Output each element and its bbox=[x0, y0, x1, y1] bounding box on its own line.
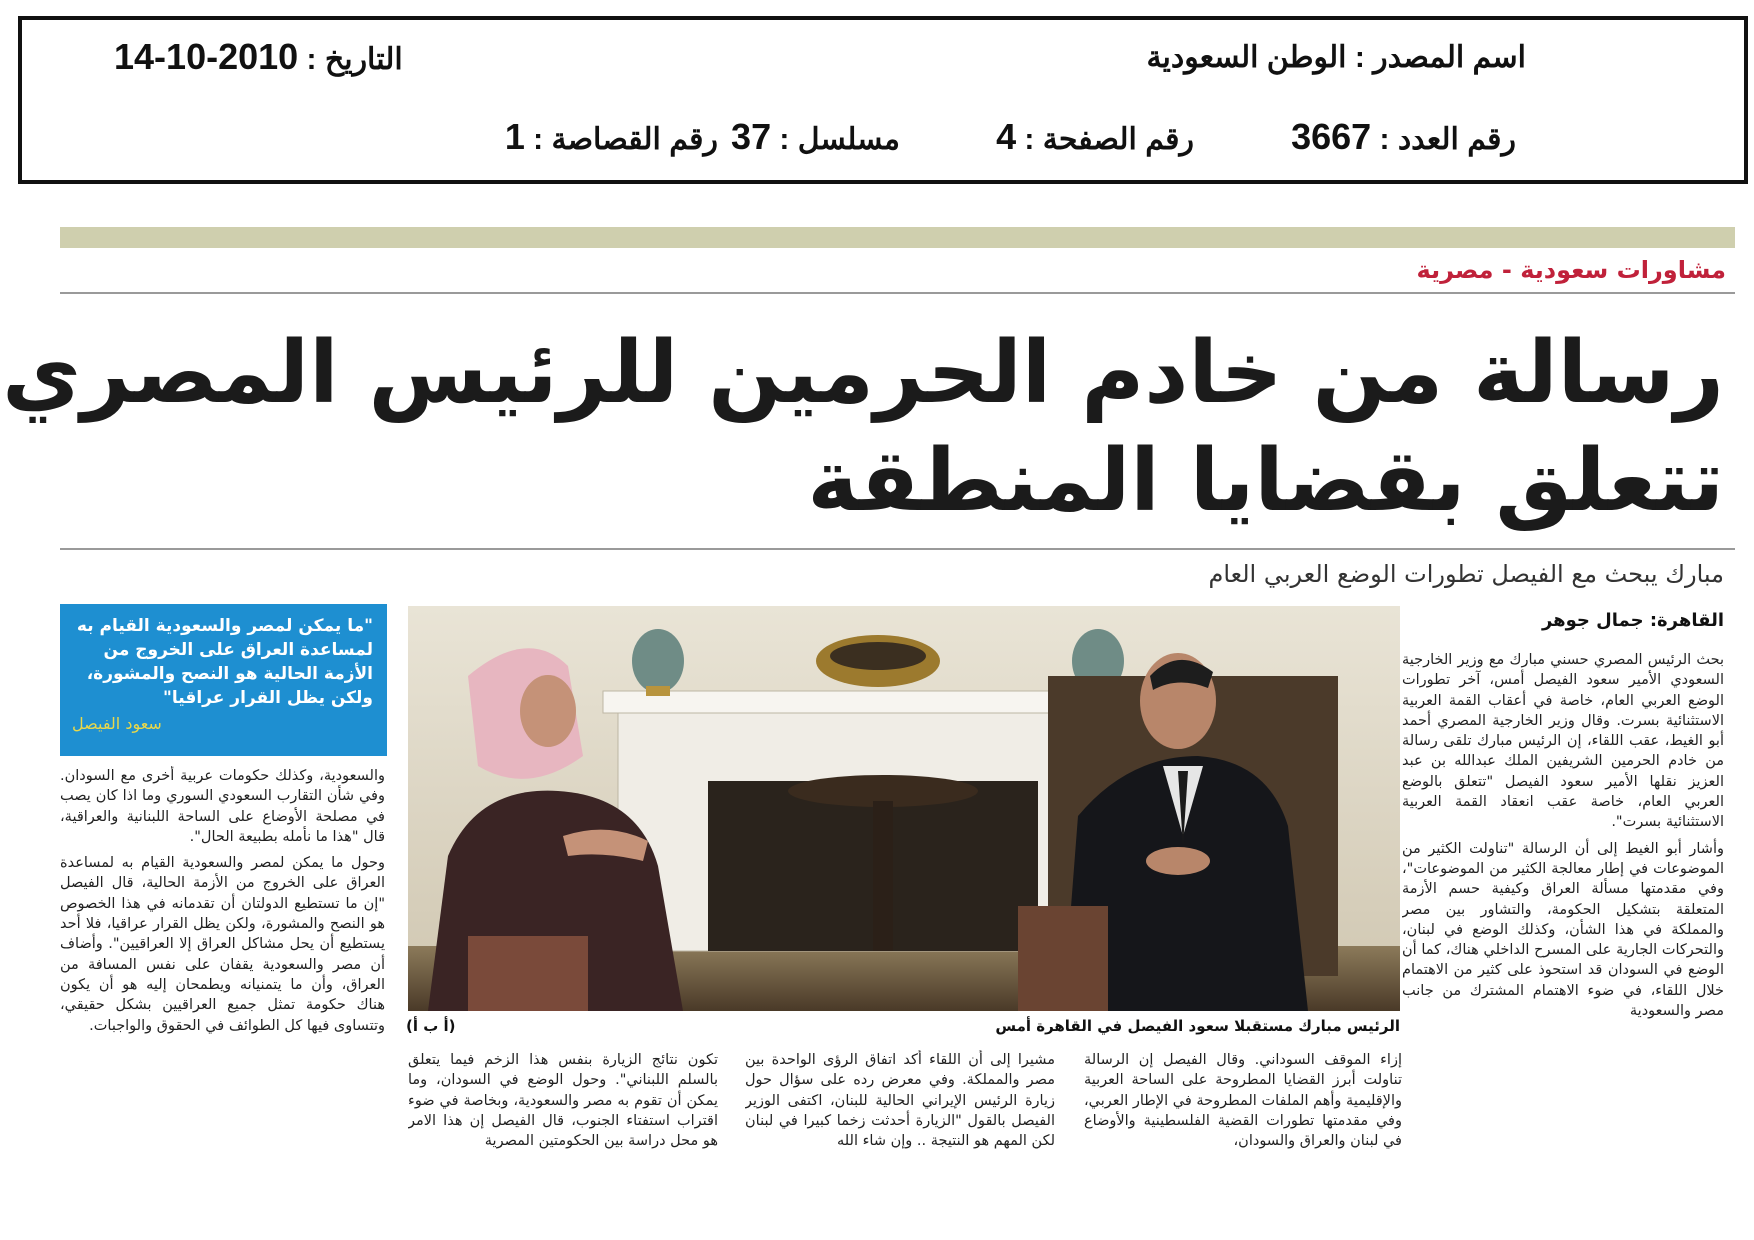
clip-label: رقم القصاصة : bbox=[524, 123, 718, 156]
column-5-paragraph-2: وحول ما يمكن لمصر والسعودية القيام به لمساعدة العراق على الخروج من الأزمة الحالية، قال الفيصل "إن ما تستطيع الدولتان أن تقدمانه في هذا الخصوص هو النصح والمشورة، ولكن يظل القرار عراقيا، فلا أحد يستطيع أن يحل مشاكل العراق إلا العراقيين". وأضاف أن مصر والسعودية يقفان على نفس المسافة من العراق، وأن ما يتمنيانه ويطمحان إليه هو أن يكون هناك حكومة تمثل جميع العراقيين بشكل حقيقي، وتتساوى فيها كل الطوائف في الحقوق والواجبات. bbox=[60, 855, 385, 1034]
source-field bbox=[1146, 40, 1526, 75]
photo-credit: (أ ب أ) bbox=[406, 1017, 456, 1035]
article-kicker: مشاورات سعودية - مصرية bbox=[1416, 256, 1726, 284]
issue-label: رقم العدد : bbox=[1371, 123, 1516, 156]
meeting-photo-illustration bbox=[408, 606, 1400, 1011]
issue-field bbox=[1291, 116, 1516, 158]
serial-value: 37 bbox=[731, 116, 772, 157]
article-column-1 bbox=[1402, 650, 1724, 1220]
article-photo bbox=[408, 606, 1400, 1011]
serial-label: مسلسل : bbox=[771, 123, 900, 156]
pull-quote-box bbox=[60, 604, 387, 756]
issue-value: 3667 bbox=[1291, 116, 1372, 157]
article-column-5 bbox=[60, 766, 385, 1216]
column-1-paragraph-2: وأشار أبو الغيط إلى أن الرسالة "تناولت الكثير من الموضوعات في إطار معالجة الكثير من الموضوعات"، وفي مقدمتها مسألة العراق وكيفية حسم الأزمة المتعلقة بتشكيل الحكومة، والتشاور بين مصر والمملكة في هذا الشأن، وكذلك الوضع في لبنان، والتحركات الجارية على المسرح الداخلي هناك، كما أن الوضع في السودان قد استحوذ على كثير من الاهتمام خلال اللقاء، في ضوء الاهتمام المشترك من جانب مصر والسعودية bbox=[1402, 840, 1724, 1020]
source-label: اسم المصدر : bbox=[1346, 41, 1526, 74]
date-value: 2010-10-14 bbox=[114, 36, 299, 77]
date-field bbox=[114, 36, 403, 78]
clip-field bbox=[505, 116, 718, 158]
pull-quote-text: "ما يمكن لمصر والسعودية القيام به لمساعدة العراق على الخروج من الأزمة الحالية هو النصح والمشورة، ولكن يظل القرار عراقيا" bbox=[76, 616, 373, 708]
article-subheadline: مبارك يبحث مع الفيصل تطورات الوضع العربي العام bbox=[1208, 560, 1724, 588]
clip-value: 1 bbox=[504, 116, 525, 157]
article-column-4: تكون نتائج الزيارة بنفس هذا الزخم فيما يتعلق بالسلم اللبناني". وحول الوضع في السودان، وما يمكن أن تقوم به مصر والسعودية، وبخاصة في ضوء اقتراب استفتاء الجنوب، قال الفيصل إن هذا الامر هو محل دراسة بين الحكومتين المصرية bbox=[408, 1052, 718, 1150]
article-byline: القاهرة: جمال جوهر bbox=[1541, 610, 1724, 631]
source-value: الوطن السعودية bbox=[1146, 41, 1347, 74]
headline-divider bbox=[60, 548, 1735, 550]
pull-quote-author: سعود الفيصل bbox=[72, 714, 162, 733]
page-value: 4 bbox=[996, 116, 1017, 157]
headline-line2: تتعلق بقضايا المنطقة bbox=[807, 431, 1724, 531]
article-column-3: مشيرا إلى أن اللقاء أكد اتفاق الرؤى الواحدة بين مصر والمملكة. وفي معرض رده على سؤال حول زيارة الرئيس الإيراني الحالية للبنان، اكتفى الوزير الفيصل بالقول "الزيارة أحدثت زخما كبيرا في لبنان لكن المهم هو النتيجة .. وإن شاء الله bbox=[745, 1052, 1055, 1150]
column-1-paragraph-1: بحث الرئيس المصري حسني مبارك مع وزير الخارجية السعودي الأمير سعود الفيصل أمس، آخر تطورات الوضع العربي العام، خاصة في أعقاب القمة العربية الاستثنائية بسرت. وقال وزير الخارجية المصري أحمد أبو الغيط، عقب اللقاء، إن الرئيس مبارك تلقى رسالة من خادم الحرمين الشريفين الملك عبدالله بن عبد العزيز نقلها الأمير سعود الفيصل "تتعلق بالوضع العربي العام، خاصة عقب انعقاد القمة العربية الاستثنائية بسرت". bbox=[1402, 652, 1724, 831]
section-color-bar bbox=[60, 227, 1735, 248]
photo-caption: الرئيس مبارك مستقبلا سعود الفيصل في القاهرة أمس bbox=[995, 1017, 1400, 1035]
kicker-divider bbox=[60, 292, 1735, 294]
headline-line1: رسالة من خادم الحرمين للرئيس المصري bbox=[2, 323, 1724, 423]
article-column-2: إزاء الموقف السوداني. وقال الفيصل إن الرسالة تناولت أبرز القضايا المطروحة على الساحة العربية والإقليمية وأهم الملفات المطروحة في الإطار العربي، وفي مقدمتها تطورات القضية الفلسطينية والأوضاع في لبنان والعراق والسودان، bbox=[1084, 1052, 1402, 1150]
date-label: التاريخ : bbox=[298, 43, 403, 76]
column-5-paragraph-1: والسعودية، وكذلك حكومات عربية أخرى مع السودان. وفي شأن التقارب السعودي السوري وما اذا كان يصب في مصلحة الأوضاع على الساحة اللبنانية والعراقية، قال "هذا ما نأمله بطبيعة الحال". bbox=[60, 768, 385, 845]
serial-field bbox=[731, 116, 900, 158]
page-field bbox=[996, 116, 1194, 158]
page-label: رقم الصفحة : bbox=[1016, 123, 1194, 156]
